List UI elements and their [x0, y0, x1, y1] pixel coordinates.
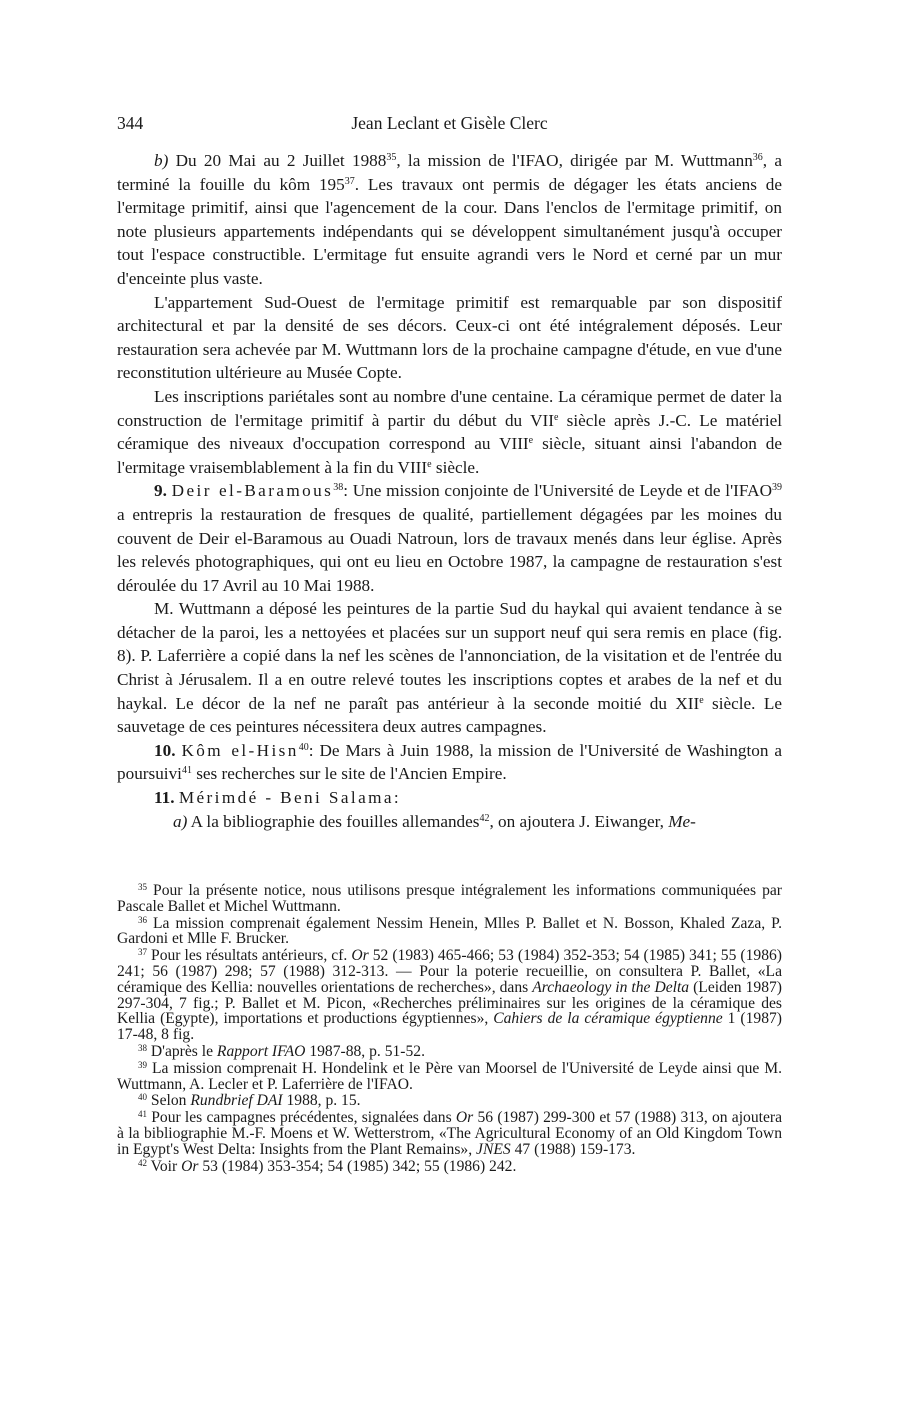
text-run: 47 (1988) 159-173.	[510, 1140, 636, 1158]
text-run: : Une mission conjointe de l'Université de Leyde et de l'IFAO	[343, 481, 773, 501]
text-run: Pour la présente notice, nous utilisons presque intégralement les informations communiquées par Pascale Ballet et Michel Wuttmann.	[117, 882, 782, 915]
footnote-37	[117, 948, 782, 1043]
note-ref: e	[553, 411, 559, 423]
note-ref: 37	[138, 947, 147, 958]
text-run: siècle. Le sauvetage de ces peintures nécessitera deux autres campagnes.	[117, 693, 782, 737]
note-ref: 40	[298, 741, 309, 753]
text-run: La mission comprenait également Nessim Henein, Mlles P. Ballet et N. Bosson, Khaled Zaza, P. Gardoni et Mlle F. Brucker.	[117, 914, 782, 948]
section-10-kom-el-hisn	[117, 739, 782, 786]
note-ref: 41	[181, 765, 192, 777]
section-number: 11.	[154, 788, 175, 808]
footnote-40	[117, 1093, 782, 1109]
paragraph-inscriptions	[117, 385, 782, 479]
note-ref: 35	[138, 882, 147, 892]
text-run: , on ajoutera J. Eiwanger,	[489, 811, 669, 831]
text-run: 1988, p. 15.	[282, 1092, 361, 1110]
text-run: La mission comprenait H. Hondelink et le Père van Moorsel de l'Université de Leyde ainsi que M. Wuttmann, A. Lecler et P. Laferrière de l'IFAO.	[117, 1059, 782, 1093]
italic-text: Rapport IFAO	[216, 1042, 306, 1060]
paragraph-bibliographie	[117, 810, 782, 834]
paragraph-kom-195	[117, 149, 782, 291]
section-11-merimde	[117, 786, 782, 810]
note-ref: 37	[344, 175, 355, 187]
text-run: siècle, situant ainsi l'abandon de l'ermitage vraisemblablement à la fin du VIII	[117, 434, 782, 477]
text-run: 52 (1983) 465-466; 53 (1984) 352-353; 54 (1985) 341; 55 (1986) 241; 56 (1987) 298; 57 (1988) 312-313. — Pour la poterie recueillie, on consultera P. Ballet, «La céramique des Kellia: nouvelles orientations de recherches», dans	[117, 947, 783, 996]
text-run: 1 (1987) 17-48, 8 fig.	[117, 1010, 782, 1044]
page-number: 344	[117, 113, 144, 133]
note-ref: 42	[479, 812, 490, 824]
italic-text: b)	[154, 151, 169, 170]
note-ref: 36	[138, 914, 147, 925]
note-ref: 38	[333, 482, 344, 494]
text-run: . Les travaux ont permis de dégager les états anciens de l'ermitage primitif, ainsi que l'agencement de la cour. Dans l'enclos de l'ermitage primitif, on note plusieurs appartements indépendants qui se développent simultanément jusqu'à occuper tout l'espace constructible. L'ermitage fut ensuite agrandi vers le Nord et cerné par un mur d'enceinte plus vaste.	[117, 174, 782, 288]
text-run: 56 (1987) 299-300 et 57 (1988) 313, on ajoutera à la bibliographie M.-F. Moens et W. Wetterstrom, «The Agricultural Economy of an Old Kingdom Town in Egypt's West Delta: Insights from the Plant Remains»,	[117, 1109, 783, 1158]
note-ref: 36	[752, 152, 763, 163]
text-run: :	[393, 788, 399, 808]
text-run: Pour les résultats antérieurs, cf.	[147, 947, 352, 965]
italic-text: Or	[351, 947, 369, 965]
text-run: 53 (1984) 353-354; 54 (1985) 342; 55 (1986) 242.	[198, 1157, 517, 1175]
note-ref: 38	[138, 1042, 147, 1053]
note-ref: e	[427, 458, 432, 470]
page-header	[117, 113, 782, 139]
text-run: Pour les campagnes précédentes, signalées dans	[147, 1109, 456, 1127]
text-run: A la bibliographie des fouilles allemandes	[187, 811, 480, 831]
note-ref: 41	[138, 1109, 147, 1120]
italic-text: Rundbrief DAI	[190, 1092, 283, 1110]
text-run: , a terminé la fouille du kôm 195	[117, 151, 782, 194]
paragraph-wuttmann	[117, 597, 782, 739]
text-run: 1987-88, p. 51-52.	[305, 1042, 425, 1060]
site-name: Deir el-Baramous	[171, 481, 334, 501]
footnote-41	[117, 1110, 782, 1157]
footnote-42	[117, 1159, 782, 1175]
footnote-36	[117, 916, 782, 948]
italic-text: Or	[455, 1109, 474, 1127]
note-ref: 39	[138, 1059, 147, 1070]
note-ref: 40	[138, 1092, 147, 1103]
text-run: a entrepris la restauration de fresques de qualité, partiellement dégagées par les moines du couvent de Deir el-Baramous au Ouadi Natroun, lors de travaux menés dans leur église. Après les relevés photographiques, qui ont eu lieu en Octobre 1987, la campagne de restauration s'est déroulée du 17 Avril au 10 Mai 1988.	[117, 504, 782, 595]
italic-text: JNES	[476, 1140, 511, 1158]
running-title: Jean Leclant et Gisèle Clerc	[351, 113, 548, 133]
italic-text: Cahiers de la céramique égyptienne	[493, 1010, 723, 1028]
text-run: Les inscriptions pariétales sont au nombre d'une centaine. La céramique permet de dater la construction de l'ermitage primitif à partir du début du VII	[117, 386, 782, 430]
italic-text: Me-	[668, 811, 696, 831]
note-ref: 39	[772, 482, 783, 494]
text-run: (Leiden 1987) 297-304, 7 fig.; P. Ballet et M. Picon, «Recherches préliminaires sur les origines de la céramique des Kellia (Egypte), importations et productions égyptiennes»,	[117, 978, 782, 1028]
footnotes	[117, 883, 782, 1175]
footnote-39	[117, 1061, 782, 1093]
section-number: 10.	[154, 740, 176, 760]
italic-text: Or	[181, 1157, 199, 1175]
text-run: D'après le	[147, 1042, 217, 1060]
site-name: Kôm el-Hisn	[181, 740, 299, 760]
note-ref: 35	[386, 152, 397, 163]
section-number: 9.	[154, 481, 167, 501]
text-run: ses recherches sur le site de l'Ancien Empire.	[191, 764, 507, 784]
footnote-35	[117, 883, 782, 915]
page-content	[117, 113, 782, 833]
section-9-deir-el-baramous	[117, 479, 782, 597]
note-ref: e	[699, 694, 704, 706]
text-run: : De Mars à Juin 1988, la mission de l'Université de Washington a poursuivi	[117, 740, 783, 784]
text-run: siècle.	[431, 457, 480, 477]
text-run: M. Wuttmann a déposé les peintures de la partie Sud du haykal qui avaient tendance à se détacher de la paroi, les a nettoyées et placées sur un support neuf qui sera remis en place (fig. 8). P. Laferrière a copié dans la nef les scènes de l'annonciation, de la visitation et de l'entrée du Christ à Jérusalem. Il a en outre relevé toutes les inscriptions coptes et arabes de la nef et du haykal. Le décor de la nef ne paraît pas antérieur à la seconde moitié du XII	[117, 599, 782, 713]
italic-text: Archaeology in the Delta	[532, 978, 690, 996]
text-run: Selon	[147, 1092, 191, 1110]
italic-text: a)	[173, 811, 188, 831]
footnote-38	[117, 1044, 782, 1060]
text-run: siècle après J.-C. Le matériel céramique des niveaux d'occupation correspond au VIII	[117, 410, 782, 454]
paragraph-appartement	[117, 291, 782, 385]
note-ref: 42	[138, 1157, 147, 1168]
text-run: Voir	[147, 1157, 182, 1175]
text-run: , la mission de l'IFAO, dirigée par M. Wuttmann	[396, 151, 753, 170]
text-run: L'appartement Sud-Ouest de l'ermitage primitif est remarquable par son dispositif architectural et par la densité de ses décors. Ceux-ci ont été intégralement déposés. Leur restauration sera achevée par M. Wuttmann lors de la prochaine campagne d'étude, en vue d'une reconstitution ultérieure au Musée Copte.	[117, 292, 782, 383]
note-ref: e	[528, 435, 534, 447]
site-name: Mérimdé - Beni Salama	[178, 788, 394, 808]
main-text	[117, 149, 782, 833]
text-run: Du 20 Mai au 2 Juillet 1988	[168, 151, 387, 170]
